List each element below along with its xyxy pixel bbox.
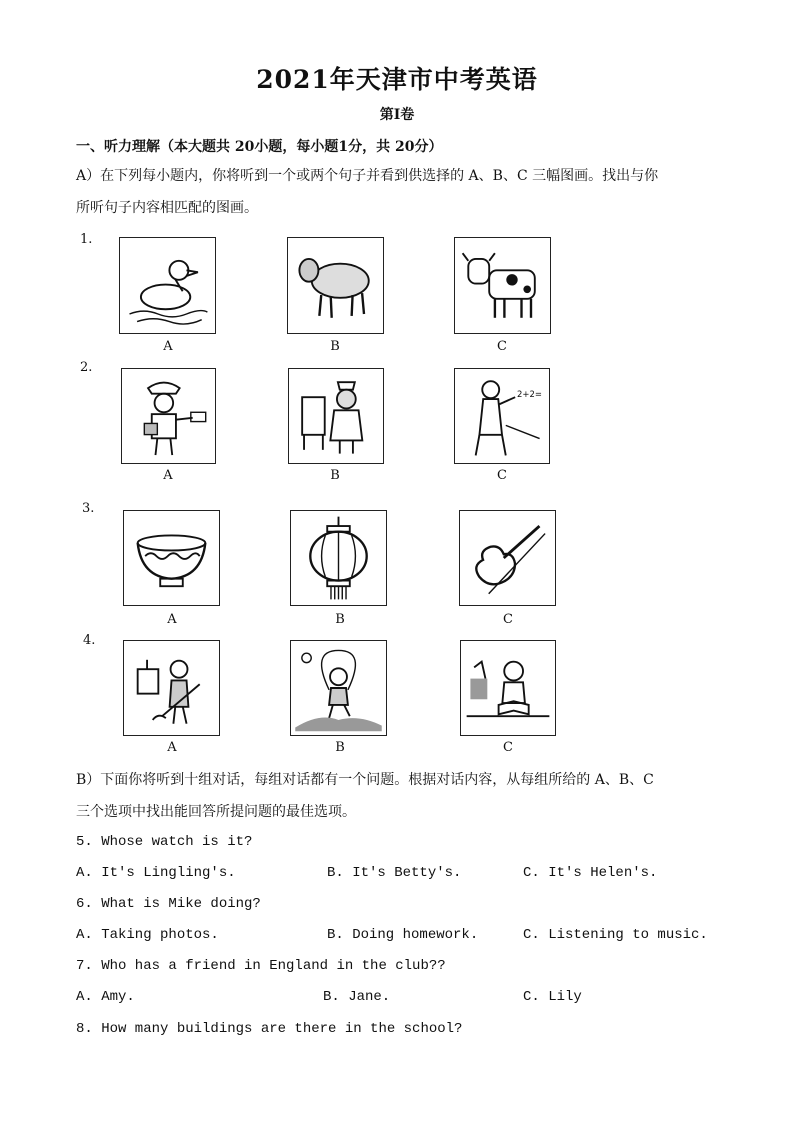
question-6-option-a: A. Taking photos. [76, 927, 219, 943]
question-5-text: 5. Whose watch is it? [76, 834, 253, 850]
option-label: C [503, 612, 513, 627]
option-label: A [163, 339, 173, 354]
reading-icon [461, 641, 555, 735]
question-number: 4. [83, 633, 96, 648]
question-number: 3. [82, 501, 95, 516]
question-6-option-c: C. Listening to music. [523, 927, 708, 943]
option-label: B [330, 468, 340, 483]
option-picture[interactable] [460, 640, 556, 736]
option-label: C [503, 740, 513, 755]
option-picture[interactable] [459, 510, 556, 606]
lantern-icon [291, 511, 386, 605]
jump-rope-icon [291, 641, 386, 735]
option-label: A [163, 468, 173, 483]
question-6-text: 6. What is Mike doing? [76, 896, 261, 912]
part-a-line-1: A）在下列每小题内，你将听到一个或两个句子并看到供选择的 A、B、C 三幅图画。找出与你 [76, 168, 659, 184]
option-picture[interactable] [119, 237, 216, 334]
duck-icon [120, 238, 215, 333]
part-b-line-1: B）下面你将听到十组对话，每组对话都有一个问题。根据对话内容，从每组所给的 A、B、C [76, 772, 654, 788]
option-picture[interactable] [454, 237, 551, 334]
question-number: 2. [80, 360, 93, 375]
question-7-option-b: B. Jane. [323, 989, 391, 1005]
teacher-icon [455, 369, 549, 463]
question-8-text: 8. How many buildings are there in the school? [76, 1021, 463, 1037]
volume-label: 第Ⅰ卷 [379, 107, 415, 123]
option-label: B [335, 740, 345, 755]
sheep-icon [288, 238, 383, 333]
question-7-text: 7. Who has a friend in England in the club?? [76, 958, 446, 974]
option-picture[interactable] [454, 368, 550, 464]
cow-icon [455, 238, 550, 333]
question-number: 1. [80, 232, 93, 247]
part-b-instructions [76, 764, 726, 828]
question-7-option-a: A. Amy. [76, 989, 135, 1005]
option-picture[interactable] [290, 510, 387, 606]
question-5-option-c: C. It's Helen's. [523, 865, 658, 881]
question-7-option-c: C. Lily [523, 989, 582, 1005]
option-label: B [330, 339, 340, 354]
option-label: C [497, 468, 507, 483]
svg-text:2+2=: 2+2= [517, 389, 542, 400]
question-6-option-b: B. Doing homework. [327, 927, 479, 943]
part-a-line-2: 所听句子内容相匹配的图画。 [76, 200, 258, 216]
option-picture[interactable] [287, 237, 384, 334]
part-b-line-2: 三个选项中找出能回答所提问题的最佳选项。 [76, 804, 356, 820]
nurse-icon [289, 369, 383, 463]
bowl-icon [124, 511, 219, 605]
violin-icon [460, 511, 555, 605]
option-picture[interactable] [121, 368, 216, 464]
option-picture[interactable] [290, 640, 387, 736]
option-label: C [497, 339, 507, 354]
option-label: A [167, 612, 177, 627]
section-heading: 一、听力理解（本大题共 20小题，每小题1分，共 20分） [76, 139, 443, 155]
option-picture[interactable] [288, 368, 384, 464]
option-picture[interactable] [123, 510, 220, 606]
part-a-instructions [76, 160, 726, 224]
postman-icon [122, 369, 215, 463]
question-5-option-b: B. It's Betty's. [327, 865, 462, 881]
question-5-option-a: A. It's Lingling's. [76, 865, 236, 881]
option-label: A [167, 740, 177, 755]
sweeping-icon [124, 641, 219, 735]
option-picture[interactable] [123, 640, 220, 736]
page-title: 2021年天津市中考英语 [256, 65, 538, 94]
option-label: B [335, 612, 345, 627]
